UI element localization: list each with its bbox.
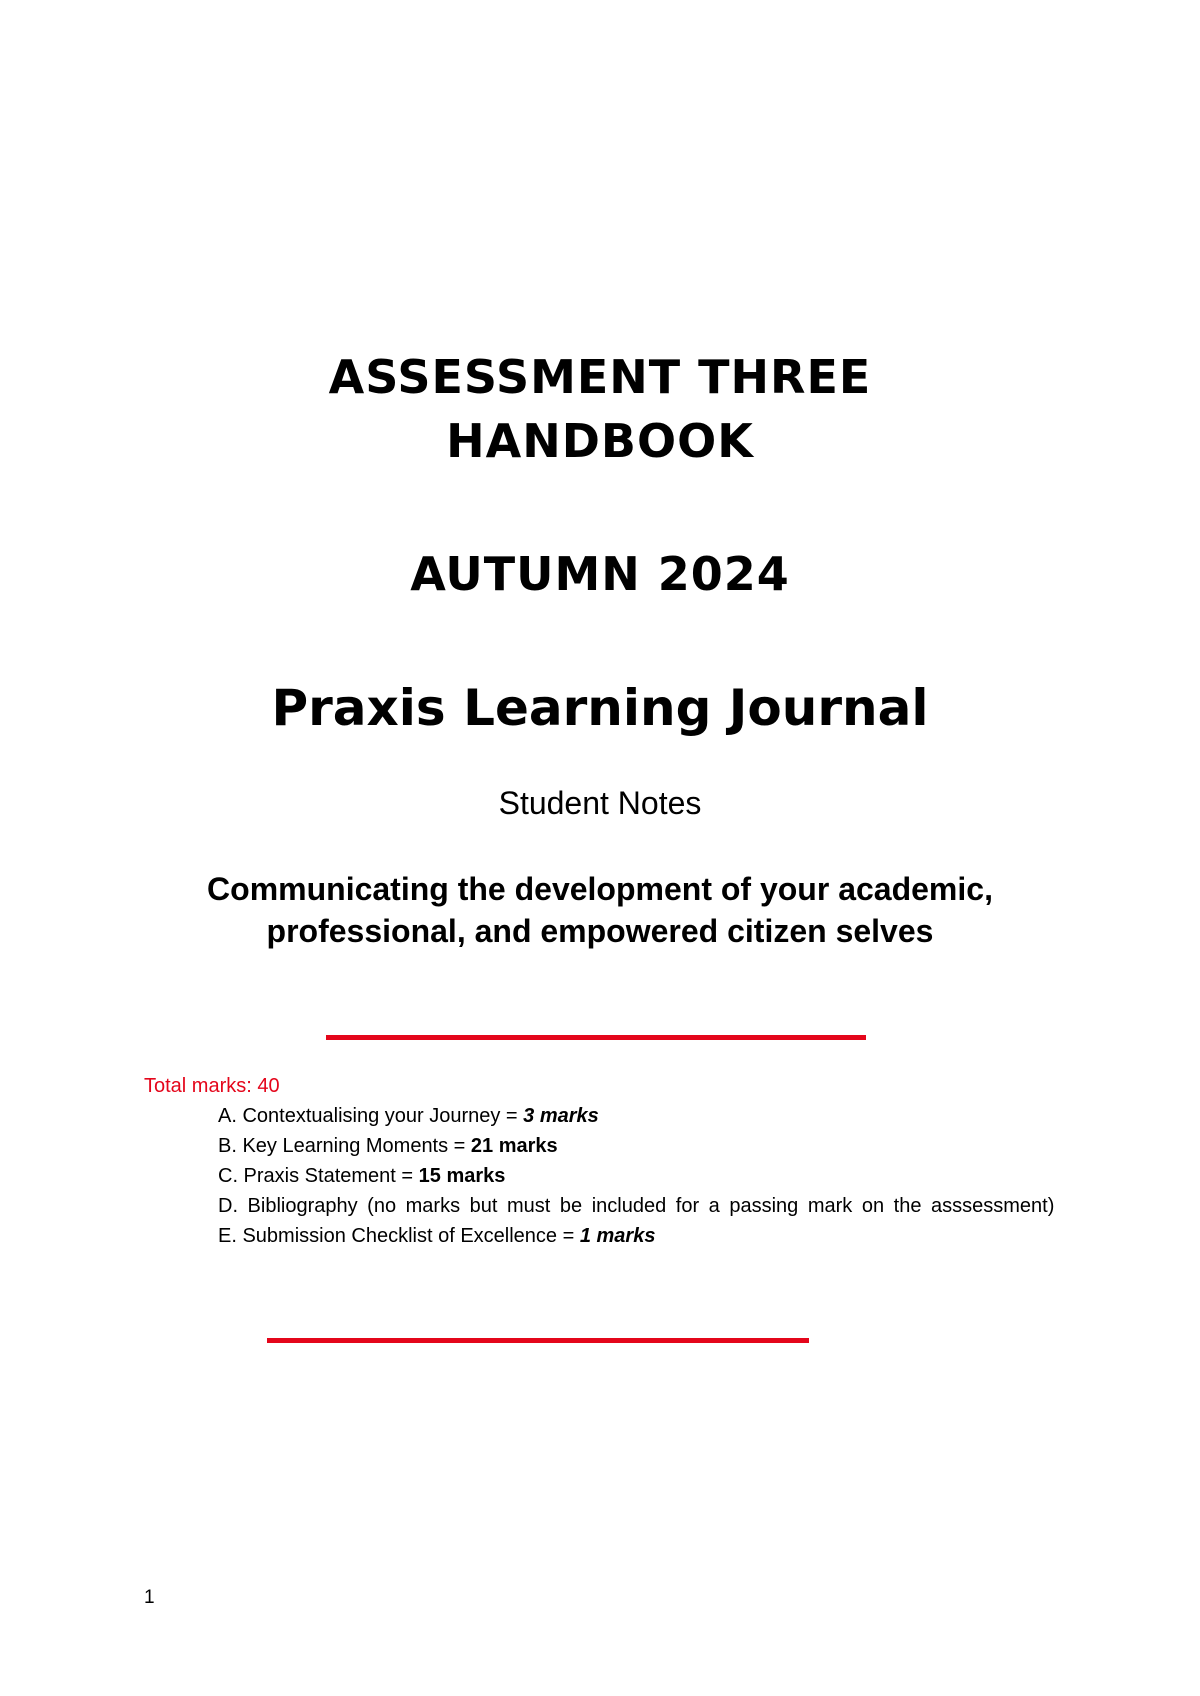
handbook-title-line-2: HANDBOOK [446, 414, 754, 468]
marks-item-label: A. Contextualising your Journey = [218, 1105, 524, 1127]
marks-item-e [218, 1221, 1060, 1251]
page-number: 1 [144, 1587, 155, 1608]
marks-item-b [218, 1131, 1060, 1161]
tagline-line-1: Communicating the development of your academic, [207, 871, 993, 907]
student-notes-heading: Student Notes [498, 785, 702, 821]
handbook-term: AUTUMN 2024 [410, 547, 790, 601]
marks-item-label: E. Submission Checklist of Excellence = [218, 1225, 580, 1247]
marks-item-value: 3 marks [523, 1105, 599, 1127]
marks-item-value: 15 marks [418, 1165, 506, 1187]
red-divider-top [326, 1035, 866, 1040]
marks-item-d [218, 1191, 1060, 1221]
red-divider-bottom [267, 1338, 809, 1343]
marks-item-label: C. Praxis Statement = [218, 1165, 419, 1187]
marks-item-label: D. Bibliography (no marks but must be included for a passing mark on the asssessment) [218, 1195, 1055, 1217]
handbook-title-line-1: ASSESSMENT THREE [328, 350, 872, 404]
marks-breakdown-list [218, 1101, 1060, 1251]
total-marks-label: Total marks: 40 [144, 1075, 280, 1097]
marks-item-value: 1 marks [579, 1225, 656, 1247]
marks-item-a [218, 1101, 1060, 1131]
handbook-subject: Praxis Learning Journal [271, 679, 929, 737]
tagline-line-2: professional, and empowered citizen selves [266, 913, 934, 949]
marks-item-value: 21 marks [470, 1135, 558, 1157]
marks-item-label: B. Key Learning Moments = [218, 1135, 471, 1157]
marks-item-c [218, 1161, 1060, 1191]
